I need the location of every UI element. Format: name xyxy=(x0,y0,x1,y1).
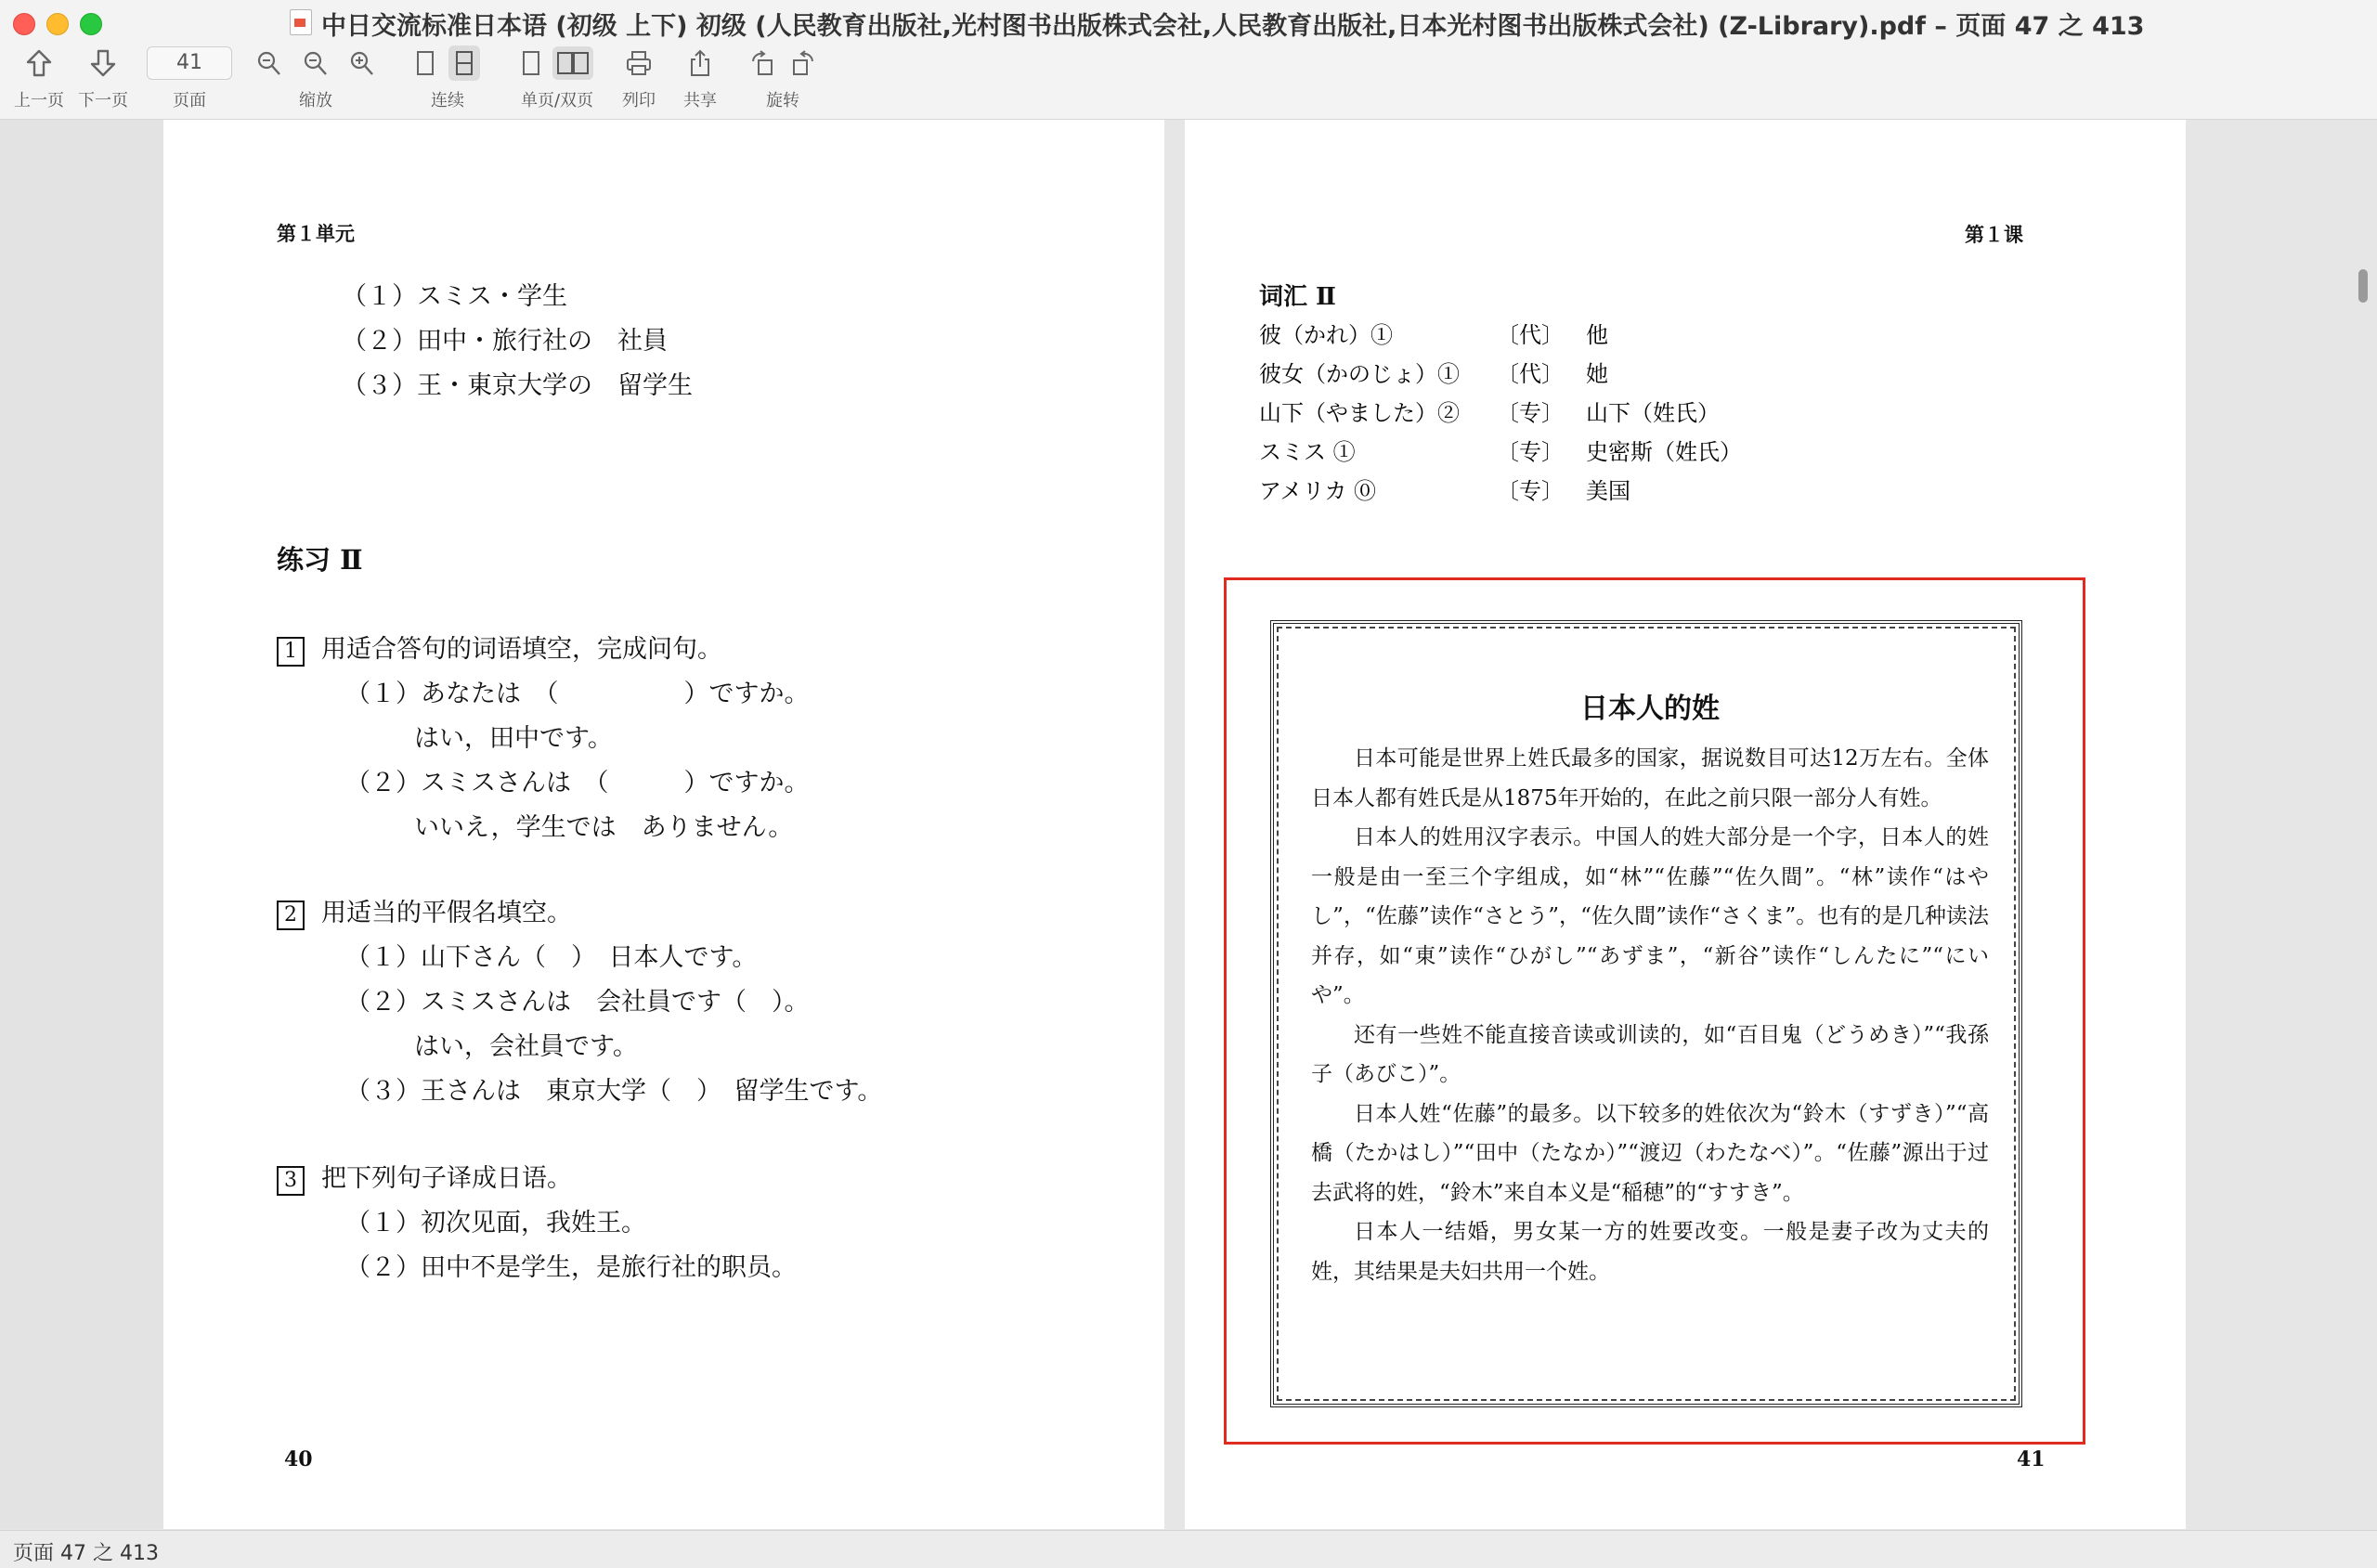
unit-header: 第１単元 xyxy=(277,222,355,245)
article-paragraph: 日本人一结婚，男女某一方的姓要改变。一般是妻子改为丈夫的姓，其结果是夫妇共用一个姓。 xyxy=(1311,1220,1989,1284)
arrow-up-icon xyxy=(25,48,53,78)
article-paragraph: 日本人的姓用汉字表示。中国人的姓大部分是一个字，日本人的姓一般是由一至三个字组成，如“林”“佐藤”“佐久間”。“林”读作“はやし”，“佐藤”读作“さとう”，“佐久間”读作“さくま”。也有的是几种读法并存，如“東”读作“ひがし”“あずま”，“新谷”读作“しんたに”“にいや”。 xyxy=(1311,825,1989,1007)
continuous-toggle[interactable] xyxy=(409,43,487,113)
answer-line-2: （２）田中・旅行社の 社員 xyxy=(342,327,668,356)
zoom-label: 缩放 xyxy=(299,91,332,110)
zoom-window-button[interactable] xyxy=(80,13,102,35)
page-number-input[interactable]: 41 xyxy=(147,46,232,80)
zoom-in-icon[interactable] xyxy=(349,49,375,77)
article-paragraph: 日本人姓“佐藤”的最多。以下较多的姓依次为“鈴木（すずき）”“高橋（たかはし）”“田中（たなか）”“渡辺（わたなべ）”。“佐藤”源出于过去武将的姓，“鈴木”来自本义是“稲穂”的“すすき”。 xyxy=(1311,1101,1989,1205)
lesson-header: 第１课 xyxy=(1965,223,2023,246)
exercise-1-text: 用适合答句的词语填空，完成问句。 xyxy=(321,635,722,664)
exercise-2-line-3: はい，会社員です。 xyxy=(414,1032,638,1061)
next-page-label: 下一页 xyxy=(78,91,128,110)
previous-page-button[interactable] xyxy=(9,43,69,113)
vocab-word: アメリカ ⓪ xyxy=(1259,478,1376,504)
vocab-meaning: 她 xyxy=(1586,361,1608,387)
article-body xyxy=(1311,739,1989,1291)
vocab-pos: 〔专〕 xyxy=(1497,400,1564,426)
exercise-1-line-4: いいえ，学生では ありません。 xyxy=(414,813,794,842)
zoom-controls xyxy=(251,43,381,113)
continuous-label: 连续 xyxy=(431,91,464,110)
vocab-word: 彼（かれ）① xyxy=(1259,322,1393,348)
vocab-meaning: 山下（姓氏） xyxy=(1586,400,1720,426)
two-page-view-icon[interactable] xyxy=(556,50,590,76)
exercise-number-3: 3 xyxy=(277,1166,305,1196)
exercise-2-instruction xyxy=(277,892,572,930)
vocab-title: 词汇 Ⅱ xyxy=(1259,283,1336,311)
rotate-controls xyxy=(743,43,823,113)
print-button[interactable] xyxy=(618,43,659,113)
pdf-document-icon xyxy=(290,9,312,35)
rotate-label: 旋转 xyxy=(766,91,799,110)
exercise-3-instruction xyxy=(277,1158,572,1196)
exercise-1-instruction xyxy=(277,628,722,667)
exercise-1-line-1: （１）あなたは （ ）ですか。 xyxy=(345,680,810,708)
exercise-2-line-4: （３）王さんは 東京大学（ ） 留学生です。 xyxy=(345,1077,883,1106)
vertical-scrollbar[interactable] xyxy=(2358,269,2368,303)
exercise-3-text: 把下列句子译成日语。 xyxy=(321,1164,572,1193)
window-titlebar xyxy=(0,0,2377,120)
page-field-group xyxy=(147,43,232,113)
left-gutter xyxy=(0,120,163,1529)
exercise-2-line-2: （２）スミスさんは 会社員です（ ）。 xyxy=(345,988,810,1017)
answer-line-1: （１）スミス・学生 xyxy=(342,282,567,311)
printer-icon xyxy=(625,49,653,77)
zoom-out-icon[interactable] xyxy=(303,49,329,77)
exercise-3-line-2: （２）田中不是学生，是旅行社的职员。 xyxy=(345,1253,797,1282)
arrow-down-icon xyxy=(89,48,117,78)
single-page-view-icon[interactable] xyxy=(521,49,541,77)
zoom-to-fit-icon[interactable] xyxy=(256,49,282,77)
share-button[interactable] xyxy=(680,43,721,113)
vocab-word: 彼女（かのじょ）① xyxy=(1259,361,1460,387)
status-bar xyxy=(0,1530,2377,1568)
share-icon xyxy=(687,48,713,78)
vocab-pos: 〔专〕 xyxy=(1497,439,1564,465)
vocab-pos: 〔代〕 xyxy=(1497,322,1564,348)
article-paragraph: 还有一些姓不能直接音读或训读的，如“百目鬼（どうめき）”“我孫子（あびこ）”。 xyxy=(1311,1022,1989,1086)
exercise-number-2: 2 xyxy=(277,901,305,930)
section-title: 练习 Ⅱ xyxy=(277,544,363,576)
rotate-left-icon[interactable] xyxy=(748,49,776,77)
pdf-page-40 xyxy=(163,120,1164,1529)
single-page-icon[interactable] xyxy=(415,49,435,77)
status-page-indicator: 页面 47 之 413 xyxy=(13,1542,159,1565)
exercise-number-1: 1 xyxy=(277,637,305,667)
vocab-pos: 〔专〕 xyxy=(1497,478,1564,504)
exercise-1-line-3: （２）スミスさんは （ ）ですか。 xyxy=(345,769,810,797)
single-double-toggle[interactable] xyxy=(513,43,602,113)
exercise-1-line-2: はい，田中です。 xyxy=(414,724,613,753)
vocab-meaning: 史密斯（姓氏） xyxy=(1586,439,1742,465)
vocab-meaning: 美国 xyxy=(1586,478,1630,504)
answer-line-3: （３）王・東京大学の 留学生 xyxy=(342,371,693,400)
page-label: 页面 xyxy=(173,91,206,110)
vocab-word: 山下（やました）② xyxy=(1259,400,1460,426)
vocab-pos: 〔代〕 xyxy=(1497,361,1564,387)
exercise-2-text: 用适当的平假名填空。 xyxy=(321,899,572,927)
page-number-left: 40 xyxy=(284,1447,313,1471)
continuous-scroll-icon[interactable] xyxy=(454,49,474,77)
exercise-2-line-1: （１）山下さん（ ） 日本人です。 xyxy=(345,943,758,972)
article-box xyxy=(1270,620,2022,1407)
print-label: 列印 xyxy=(622,91,656,110)
minimize-window-button[interactable] xyxy=(46,13,69,35)
article-title: 日本人的姓 xyxy=(1580,693,1720,725)
exercise-3-line-1: （１）初次见面，我姓王。 xyxy=(345,1209,646,1238)
close-window-button[interactable] xyxy=(13,13,35,35)
single-double-label: 单页/双页 xyxy=(520,91,594,110)
window-title: 中日交流标准日本语 (初级 上下) 初级 (人民教育出版社,光村图书出版株式会社,人民教育出版社,日本光村图书出版株式会社) (Z-Library).pdf – 页面 47 之 413 xyxy=(321,12,2145,41)
rotate-right-icon[interactable] xyxy=(789,49,817,77)
vocab-word: スミス ① xyxy=(1259,439,1356,465)
next-page-button[interactable] xyxy=(72,43,134,113)
share-label: 共享 xyxy=(683,91,717,110)
vocab-meaning: 他 xyxy=(1586,322,1608,348)
previous-page-label: 上一页 xyxy=(14,91,64,110)
page-number-right: 41 xyxy=(2017,1447,2046,1471)
article-paragraph: 日本可能是世界上姓氏最多的国家，据说数目可达12万左右。全体日本人都有姓氏是从1875年开始的，在此之前只限一部分人有姓。 xyxy=(1311,746,1989,810)
